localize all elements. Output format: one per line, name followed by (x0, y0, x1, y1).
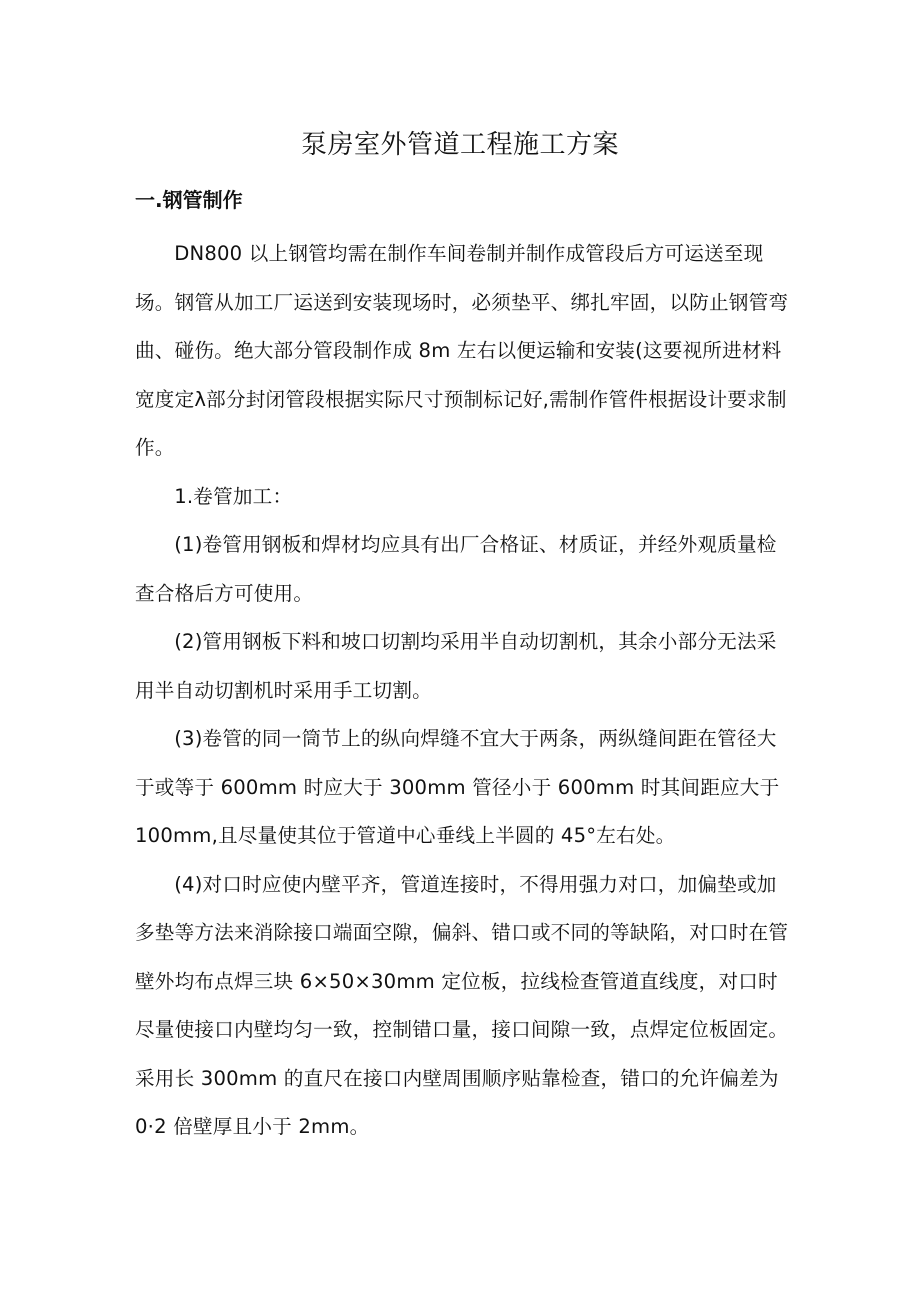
paragraph-intro: DN800 以上钢管均需在制作车间卷制并制作成管段后方可运送至现场。钢管从加工厂运送到安装现场时，必须垫平、绑扎牢固，以防止钢管弯曲、碰伤。绝大部分管段制作成 8m 左右以便运输和安装(这要视所进材料宽度定λ部分封闭管段根据实际尺寸预制标记好,需制作管件根据设计要求制作。 (135, 242, 789, 459)
paragraph-item-3: (3)卷管的同一筒节上的纵向焊缝不宜大于两条，两纵缝间距在管径大于或等于 600mm 时应大于 300mm 管径小于 600mm 时其间距应大于100mm,且尽量使其位于管道中心垂线上半圆的 45°左右处。 (135, 727, 780, 847)
paragraph-item-1: (1)卷管用钢板和焊材均应具有出厂合格证、材质证，并经外观质量检查合格后方可使用。 (135, 533, 777, 605)
paragraph-item-4: (4)对口时应使内壁平齐，管道连接时，不得用强力对口，加偏垫或加多垫等方法来消除接口端面空隙，偏斜、错口或不同的等缺陷，对口时在管壁外均布点焊三块 6×50×30mm 定位板，拉线检查管道直线度，对口时尽量使接口内壁均匀一致，控制错口量，接口间隙一致，点焊定位板固定。采用长 300mm 的直尺在接口内壁周围顺序贴靠检查，错口的允许偏差为0·2 倍壁厚且小于 2mm。 (135, 872, 789, 1138)
paragraph-item-2: (2)管用钢板下料和坡口切割均采用半自动切割机，其余小部分无法采用半自动切割机时采用手工切割。 (135, 630, 777, 702)
document-body (135, 230, 790, 1152)
section-heading: 一.钢管制作 (135, 188, 243, 212)
paragraph-subheading: 1.卷管加工： (174, 484, 293, 508)
document-title: 泵房室外管道工程施工方案 (300, 130, 619, 160)
